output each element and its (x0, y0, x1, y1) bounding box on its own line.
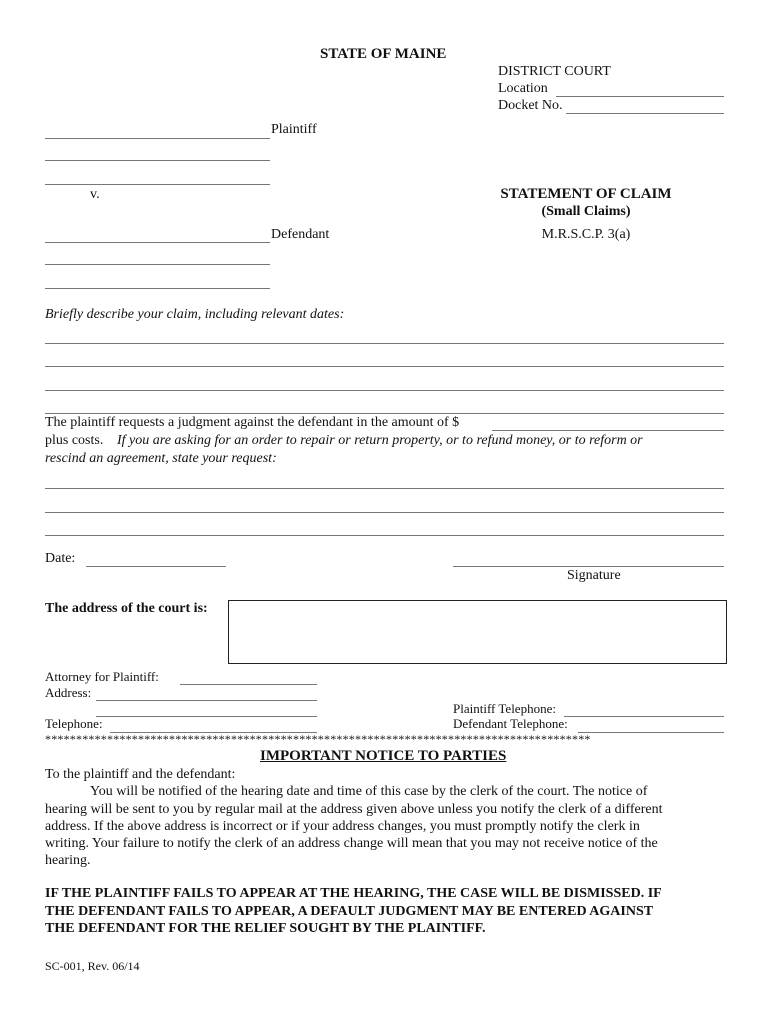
request-prompt-line-2: rescind an agreement, state your request: (45, 451, 277, 466)
form-id: SC-001, Rev. 06/14 (45, 959, 140, 973)
separator-line: **************************************************************************************** (45, 732, 591, 746)
request-line-2[interactable] (45, 496, 724, 513)
location-label: Location (498, 81, 548, 96)
claim-line-1[interactable] (45, 327, 724, 344)
plaintiff-address-line-2[interactable] (45, 168, 270, 185)
versus-label: v. (90, 187, 100, 202)
rule-reference: M.R.S.C.P. 3(a) (541, 227, 631, 242)
plaintiff-telephone-label: Plaintiff Telephone: (453, 701, 556, 716)
plaintiff-address-line-1[interactable] (45, 144, 270, 161)
signature-label: Signature (567, 568, 621, 583)
judgment-request-text: The plaintiff requests a judgment against the defendant in the amount of $ (45, 415, 460, 430)
warning-line-2: THE DEFENDANT FAILS TO APPEAR, A DEFAULT JUDGMENT MAY BE ENTERED AGAINST (45, 904, 654, 919)
notice-to-line: To the plaintiff and the defendant: (45, 767, 236, 782)
notice-body-line-3: address. If the above address is incorrect or if your address changes, you must promptly notify the clerk in (45, 819, 640, 834)
docket-label: Docket No. (498, 98, 563, 113)
date-field[interactable] (86, 550, 226, 567)
defendant-address-line-1[interactable] (45, 248, 270, 265)
docket-field[interactable] (566, 97, 724, 114)
notice-body-line-1: You will be notified of the hearing date and time of this case by the clerk of the court. The notice of (90, 784, 648, 799)
judgment-amount-field[interactable] (492, 414, 724, 431)
request-prompt-line-1: If you are asking for an order to repair or return property, or to refund money, or to reform or (117, 433, 643, 448)
claim-line-2[interactable] (45, 350, 724, 367)
claim-line-3[interactable] (45, 374, 724, 391)
form-subtitle: (Small Claims) (541, 204, 631, 219)
request-line-3[interactable] (45, 519, 724, 536)
address-label: Address: (45, 685, 92, 700)
attorney-address-field-1[interactable] (96, 684, 317, 701)
telephone-label: Telephone: (45, 716, 103, 731)
costs-text: plus costs. (45, 433, 104, 448)
notice-body-line-2: hearing will be sent to you by regular mail at the address given above unless you notify the clerk of a different (45, 802, 663, 817)
date-label: Date: (45, 551, 76, 566)
warning-line-1: IF THE PLAINTIFF FAILS TO APPEAR AT THE HEARING, THE CASE WILL BE DISMISSED. IF (45, 886, 662, 901)
notice-body-line-5: hearing. (45, 853, 91, 868)
plaintiff-label: Plaintiff (271, 122, 317, 137)
claim-line-4[interactable] (45, 397, 724, 414)
defendant-telephone-label: Defendant Telephone: (453, 716, 568, 731)
defendant-label: Defendant (271, 227, 330, 242)
attorney-address-field-2[interactable] (96, 700, 317, 717)
defendant-telephone-field[interactable] (578, 716, 724, 733)
warning-line-3: THE DEFENDANT FOR THE RELIEF SOUGHT BY THE PLAINTIFF. (45, 921, 486, 936)
describe-claim-prompt: Briefly describe your claim, including relevant dates: (45, 307, 345, 322)
attorney-field[interactable] (180, 668, 317, 685)
location-field[interactable] (556, 80, 724, 97)
plaintiff-name-field[interactable] (45, 122, 270, 139)
plaintiff-telephone-field[interactable] (564, 700, 724, 717)
notice-heading: IMPORTANT NOTICE TO PARTIES (260, 748, 507, 764)
attorney-telephone-field[interactable] (110, 716, 317, 733)
notice-body-line-4: writing. Your failure to notify the clerk of an address change will mean that you may not receive notice of the (45, 836, 658, 851)
defendant-name-field[interactable] (45, 226, 270, 243)
court-name: DISTRICT COURT (498, 64, 611, 79)
defendant-address-line-2[interactable] (45, 272, 270, 289)
signature-field[interactable] (453, 550, 724, 567)
court-address-label: The address of the court is: (45, 601, 208, 616)
attorney-label: Attorney for Plaintiff: (45, 669, 159, 684)
request-line-1[interactable] (45, 472, 724, 489)
state-title: STATE OF MAINE (320, 46, 447, 62)
form-title: STATEMENT OF CLAIM (500, 186, 672, 202)
court-address-box[interactable] (228, 600, 727, 664)
